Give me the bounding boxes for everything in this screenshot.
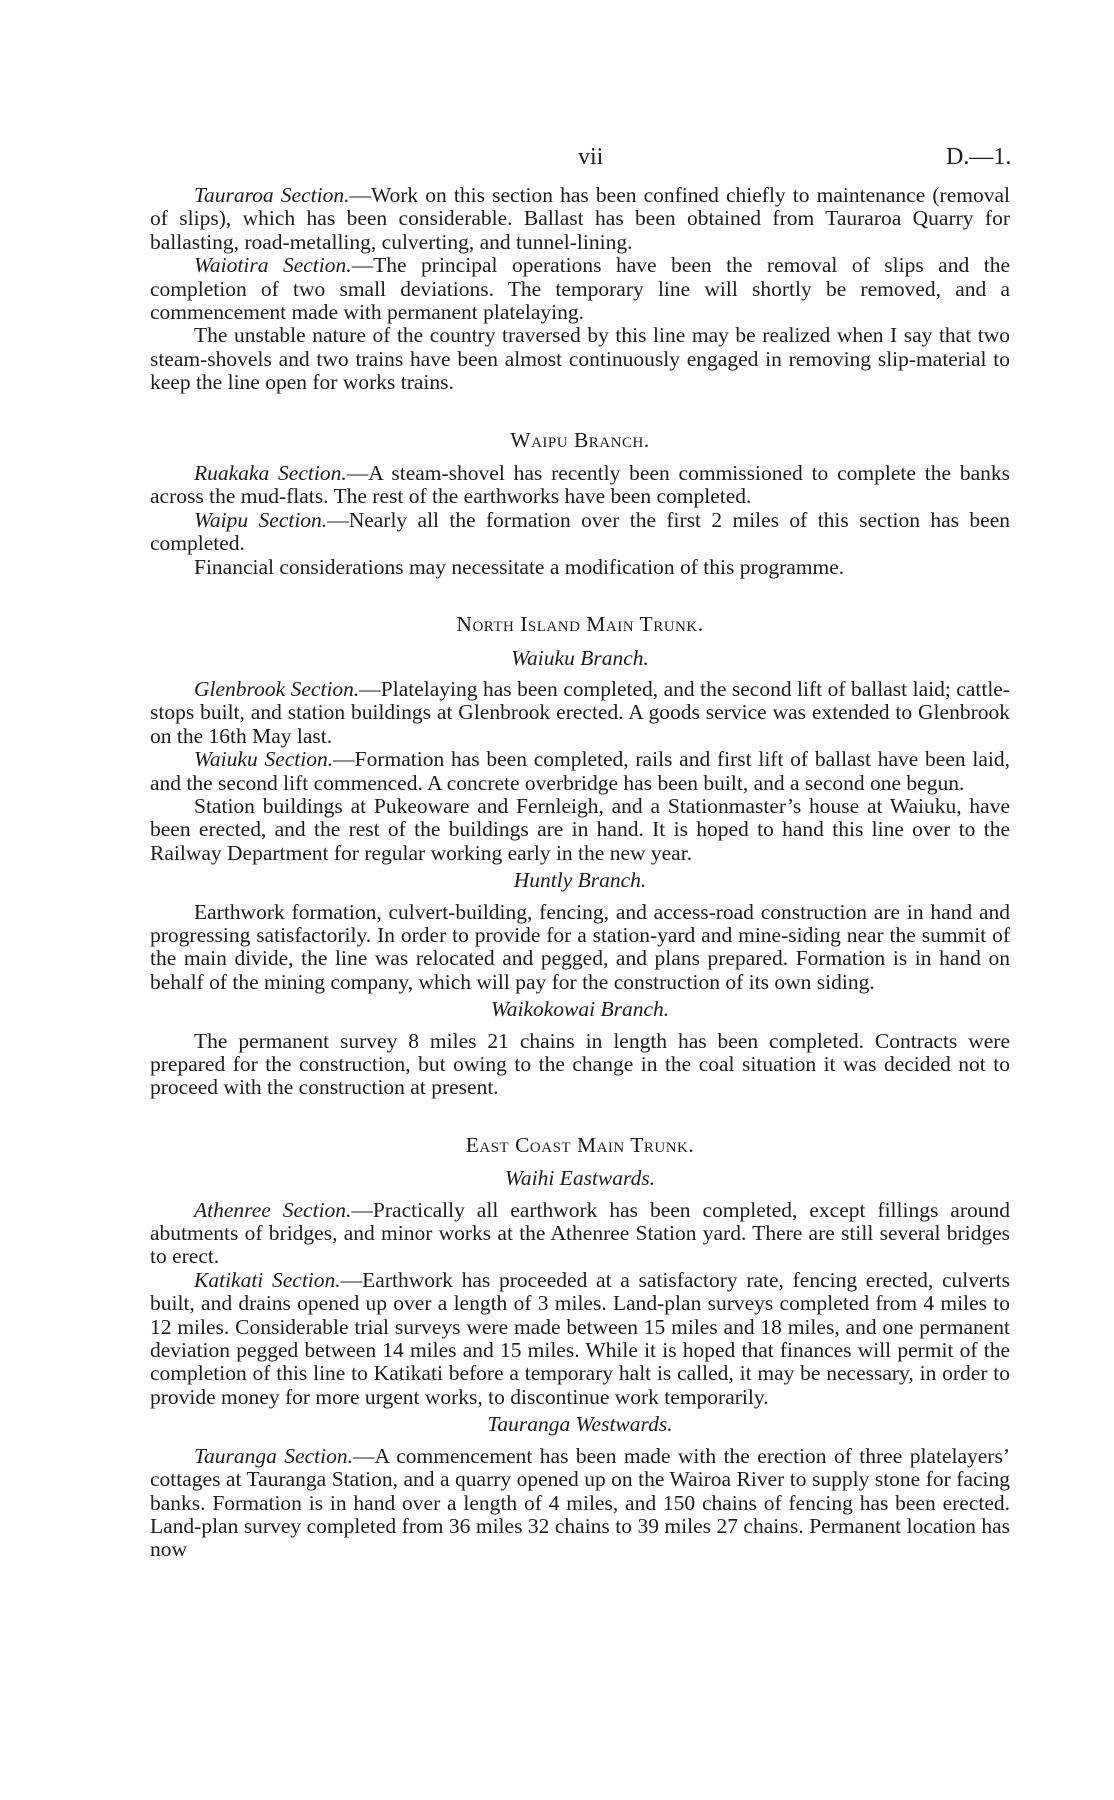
- paragraph-text: The permanent survey 8 miles 21 chains in length has been completed. Contracts were prepared for the construction, but owing to the change in the coal situation it was decided not to proceed with the construction at present.: [150, 1028, 1010, 1100]
- paragraph-text: —Practically all earthwork has been completed, except fillings around abutments of bridges, and minor works at the Athenree Station yard. There are still several bridges to erect.: [150, 1197, 1011, 1269]
- paragraph: [150, 901, 1010, 995]
- paragraph-text: —A commencement has been made with the erection of three platelayers’ cottages at Tauranga Station, and a quarry opened up on the Wairoa River to supply stone for facing banks. Formation is in hand over a length of 4 miles, and 150 chains of fencing has been erected. Land-plan survey completed from 36 miles 32 chains to 39 miles 27 chains. Permanent location has now: [150, 1443, 1010, 1562]
- section-title: Tauranga Section.: [194, 1443, 353, 1468]
- subheading-waihi-eastwards: Waihi Eastwards.: [504, 1166, 656, 1191]
- section-title: Waiotira Section.: [194, 253, 352, 278]
- paragraph: [150, 184, 1010, 254]
- paragraph: [150, 1445, 1010, 1562]
- subheading-tauranga-westwards: Tauranga Westwards.: [487, 1412, 673, 1437]
- paragraph: [150, 462, 1010, 509]
- paragraph: [150, 556, 1010, 579]
- subheading-waikokowai-branch: Waikokowai Branch.: [490, 997, 670, 1022]
- page-number: vii: [578, 144, 604, 170]
- paragraph-text: —A steam-shovel has recently been commissioned to complete the banks across the mud-flats. The rest of the earthworks have been completed.: [150, 461, 1010, 509]
- paragraph-text: Earthwork formation, culvert-building, fencing, and access-road construction are in hand and progressing satisfactorily. In order to provide for a station-yard and mine-siding near the summit of the main divide, the line was relocated and pegged, and plans prepared. Formation is in hand on behalf of the mining company, which will pay for the construction of its own siding.: [150, 899, 1010, 994]
- paragraph: [150, 1030, 1010, 1100]
- paragraph: [150, 748, 1010, 795]
- document-reference: D.—1.: [946, 144, 1012, 170]
- section-title: Waipu Section.: [194, 507, 328, 532]
- heading-north-island-main-trunk: North Island Main Trunk.: [456, 612, 704, 637]
- section-title: Waiuku Section.: [194, 747, 334, 772]
- section-title: Tauraroa Section.: [194, 183, 350, 207]
- paragraph-text: —Platelaying has been completed, and the second lift of ballast laid; cattle-stops built, and station buildings at Glenbrook erected. A goods service was extended to Glenbrook on the 16th May last.: [150, 676, 1010, 748]
- paragraph: [150, 795, 1010, 865]
- paragraph-text: —Formation has been completed, rails and first lift of ballast have been laid, and the second lift commenced. A concrete overbridge has been built, and a second one begun.: [150, 747, 1011, 795]
- section-title: Athenree Section.: [194, 1197, 352, 1222]
- heading-east-coast-main-trunk: East Coast Main Trunk.: [465, 1132, 695, 1157]
- heading-waipu-branch: Waipu Branch.: [510, 427, 650, 452]
- paragraph: [150, 509, 1010, 556]
- subheading-waiuku-branch: Waiuku Branch.: [511, 645, 649, 670]
- section-title: Katikati Section.: [194, 1267, 341, 1292]
- paragraph: [150, 678, 1010, 748]
- paragraph: [150, 324, 1010, 394]
- body-text: [150, 184, 1010, 1562]
- paragraph-text: Station buildings at Pukeoware and Fernleigh, and a Stationmaster’s house at Waiuku, have been erected, and the rest of the buildings are in hand. It is hoped to hand this line over to the Railway Department for regular working early in the new year.: [150, 793, 1010, 865]
- paragraph: [150, 254, 1010, 324]
- paragraph: [150, 1269, 1010, 1409]
- section-title: Ruakaka Section.: [194, 461, 347, 486]
- paragraph-text: —The principal operations have been the removal of slips and the completion of two small deviations. The temporary line will shortly be removed, and a commencement made with permanent platelaying.: [150, 253, 1010, 325]
- paragraph-text: Financial considerations may necessitate a modification of this programme.: [194, 554, 845, 579]
- paragraph-text: —Work on this section has been confined chiefly to maintenance (removal of slips), which has been considerable. Ballast has been obtained from Tauraroa Quarry for ballasting, road-metalling, culverting, and tunnel-lining.: [150, 183, 1010, 254]
- paragraph-text: The unstable nature of the country traversed by this line may be realized when I say that two steam-shovels and two trains have been almost continuously engaged in removing slip-material to keep the line open for works trains.: [150, 323, 1010, 395]
- paragraph-text: —Earthwork has proceeded at a satisfactory rate, fencing erected, culverts built, and drains opened up over a length of 3 miles. Land-plan surveys completed from 4 miles to 12 miles. Considerable trial surveys were made between 15 miles and 18 miles, and one permanent deviation pegged between 14 miles and 15 miles. While it is hoped that finances will permit of the completion of this line to Katikati before a temporary halt is called, it may be necessary, in order to provide money for more urgent works, to discontinue work temporarily.: [150, 1267, 1011, 1409]
- subheading-huntly-branch: Huntly Branch.: [513, 868, 647, 893]
- paragraph: [150, 1199, 1010, 1269]
- section-title: Glenbrook Section.: [194, 676, 360, 701]
- paragraph-text: —Nearly all the formation over the first 2 miles of this section has been completed.: [150, 507, 1010, 556]
